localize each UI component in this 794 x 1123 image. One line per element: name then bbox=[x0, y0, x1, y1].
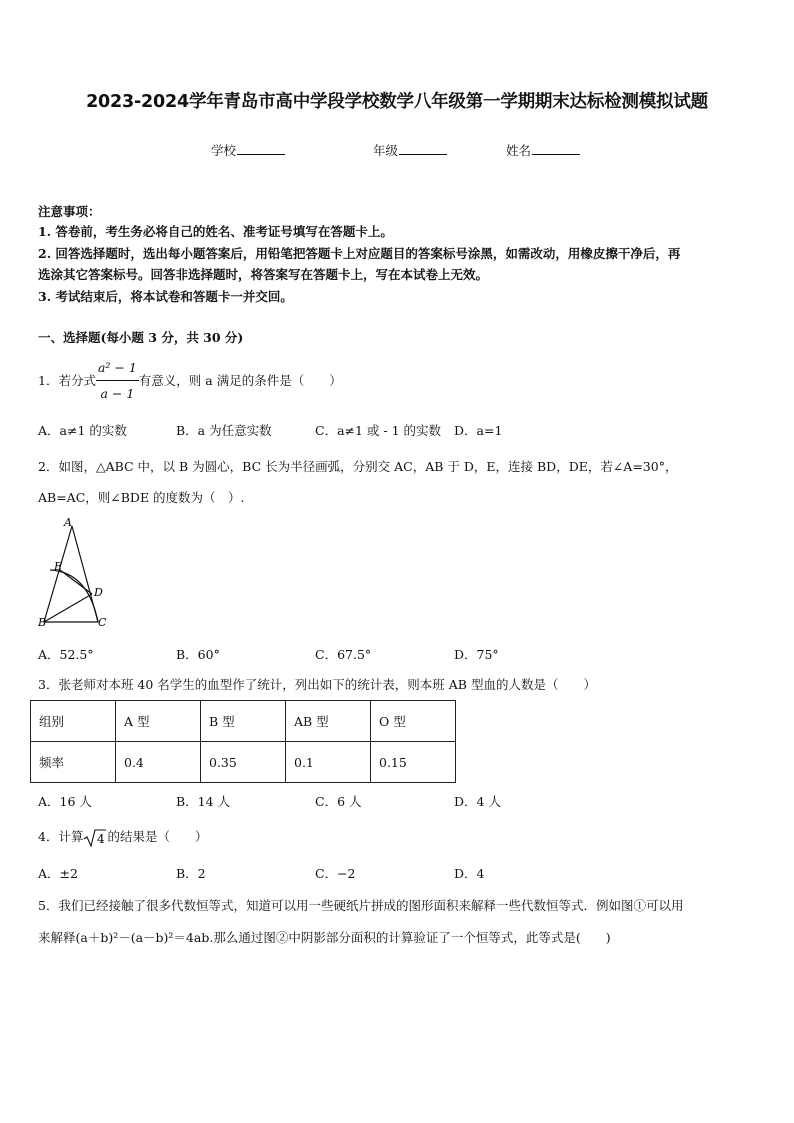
table-cell: 0.35 bbox=[201, 742, 286, 783]
q5-stem-line-2: 来解释(a＋b)²－(a－b)²＝4ab.那么通过图②中阴影部分面积的计算验证了一个恒等式，此等式是( ) bbox=[38, 930, 611, 945]
q4-sqrt bbox=[83, 826, 107, 848]
q3-stem: 3．张老师对本班 40 名学生的血型作了统计，列出如下的统计表，则本班 AB 型血的人数是（ ） bbox=[38, 677, 596, 692]
table-cell: 组别 bbox=[31, 701, 116, 742]
q4-option-d: D．4 bbox=[454, 866, 485, 881]
label-d: D bbox=[94, 586, 103, 599]
school-blank bbox=[237, 142, 285, 155]
q2-option-d: D．75° bbox=[454, 647, 499, 662]
q1-fraction-numerator: a² − 1 bbox=[96, 357, 139, 381]
triangle-figure bbox=[34, 514, 124, 634]
q3-option-c: C．6 人 bbox=[315, 794, 362, 809]
q4-suffix: 的结果是（ ） bbox=[107, 829, 208, 845]
notes-item-2-line-1: 2. 回答选择题时，选出每小题答案后，用铅笔把答题卡上对应题目的答案标号涂黑，如需改动，用橡皮擦干净后，再 bbox=[38, 246, 681, 261]
name-field bbox=[506, 141, 580, 159]
q4-option-c: C．−2 bbox=[315, 866, 356, 881]
label-e: E bbox=[54, 560, 63, 573]
label-b: B bbox=[38, 616, 47, 629]
q1-prefix: 1．若分式 bbox=[38, 373, 96, 388]
q2-stem-line-2: AB=AC，则∠BDE 的度数为（ ）. bbox=[38, 490, 245, 505]
name-blank bbox=[532, 142, 580, 155]
radical-sign-icon bbox=[83, 828, 107, 848]
q4-stem bbox=[38, 826, 207, 848]
q1-fraction bbox=[96, 357, 139, 404]
table-cell: A 型 bbox=[116, 701, 201, 742]
q1-option-a: A．a≠1 的实数 bbox=[38, 423, 127, 438]
grade-label: 年级 bbox=[373, 143, 399, 158]
school-field bbox=[211, 141, 285, 159]
notes-heading: 注意事项： bbox=[38, 204, 101, 219]
table-cell: 0.15 bbox=[371, 742, 456, 783]
label-c: C bbox=[98, 616, 107, 629]
q4-prefix: 4．计算 bbox=[38, 829, 84, 845]
q1-fraction-denominator: a − 1 bbox=[100, 386, 135, 401]
table-cell: AB 型 bbox=[286, 701, 371, 742]
table-cell: B 型 bbox=[201, 701, 286, 742]
table-cell: O 型 bbox=[371, 701, 456, 742]
label-a: A bbox=[64, 516, 72, 529]
q3-option-d: D．4 人 bbox=[454, 794, 501, 809]
q4-option-b: B．2 bbox=[176, 866, 206, 881]
q3-option-a: A．16 人 bbox=[38, 794, 92, 809]
exam-title: 2023-2024学年青岛市高中学段学校数学八年级第一学期期末达标检测模拟试题 bbox=[86, 92, 708, 112]
section-1-heading: 一、选择题(每小题 3 分，共 30 分) bbox=[38, 330, 244, 345]
q2-option-a: A．52.5° bbox=[38, 647, 94, 662]
q2-option-c: C．67.5° bbox=[315, 647, 372, 662]
q1-option-c: C．a≠1 或 - 1 的实数 bbox=[315, 423, 442, 438]
notes-item-3: 3. 考试结束后，将本试卷和答题卡一并交回。 bbox=[38, 289, 293, 304]
table-cell: 频率 bbox=[31, 742, 116, 783]
q5-stem-line-1: 5．我们已经接触了很多代数恒等式，知道可以用一些硬纸片拼成的图形面积来解释一些代数恒等式．例如图①可以用 bbox=[38, 898, 684, 913]
q1-option-d: D．a=1 bbox=[454, 423, 503, 438]
notes-item-2-line-2: 选涂其它答案标号。回答非选择题时，将答案写在答题卡上，写在本试卷上无效。 bbox=[38, 267, 489, 282]
q4-option-a: A．±2 bbox=[38, 866, 78, 881]
school-label: 学校 bbox=[211, 143, 237, 158]
notes-item-1: 1. 答卷前，考生务必将自己的姓名、准考证号填写在答题卡上。 bbox=[38, 224, 393, 239]
table-cell: 0.4 bbox=[116, 742, 201, 783]
grade-blank bbox=[399, 142, 447, 155]
q1-suffix: 有意义，则 a 满足的条件是（ ） bbox=[138, 373, 342, 388]
q3-option-b: B．14 人 bbox=[176, 794, 231, 809]
q1-option-b: B．a 为任意实数 bbox=[176, 423, 272, 438]
table-cell: 0.1 bbox=[286, 742, 371, 783]
table-row bbox=[31, 742, 456, 783]
q2-stem-line-1: 2．如图，△ABC 中，以 B 为圆心，BC 长为半径画弧，分别交 AC，AB 于 D，E，连接 BD，DE，若∠A=30°， bbox=[38, 459, 678, 474]
q4-radicand: 4 bbox=[97, 831, 106, 846]
blood-type-table bbox=[30, 700, 456, 783]
grade-field bbox=[373, 141, 447, 159]
name-label: 姓名 bbox=[506, 143, 532, 158]
table-header-row bbox=[31, 701, 456, 742]
question-1-stem bbox=[38, 357, 342, 404]
q2-option-b: B．60° bbox=[176, 647, 220, 662]
